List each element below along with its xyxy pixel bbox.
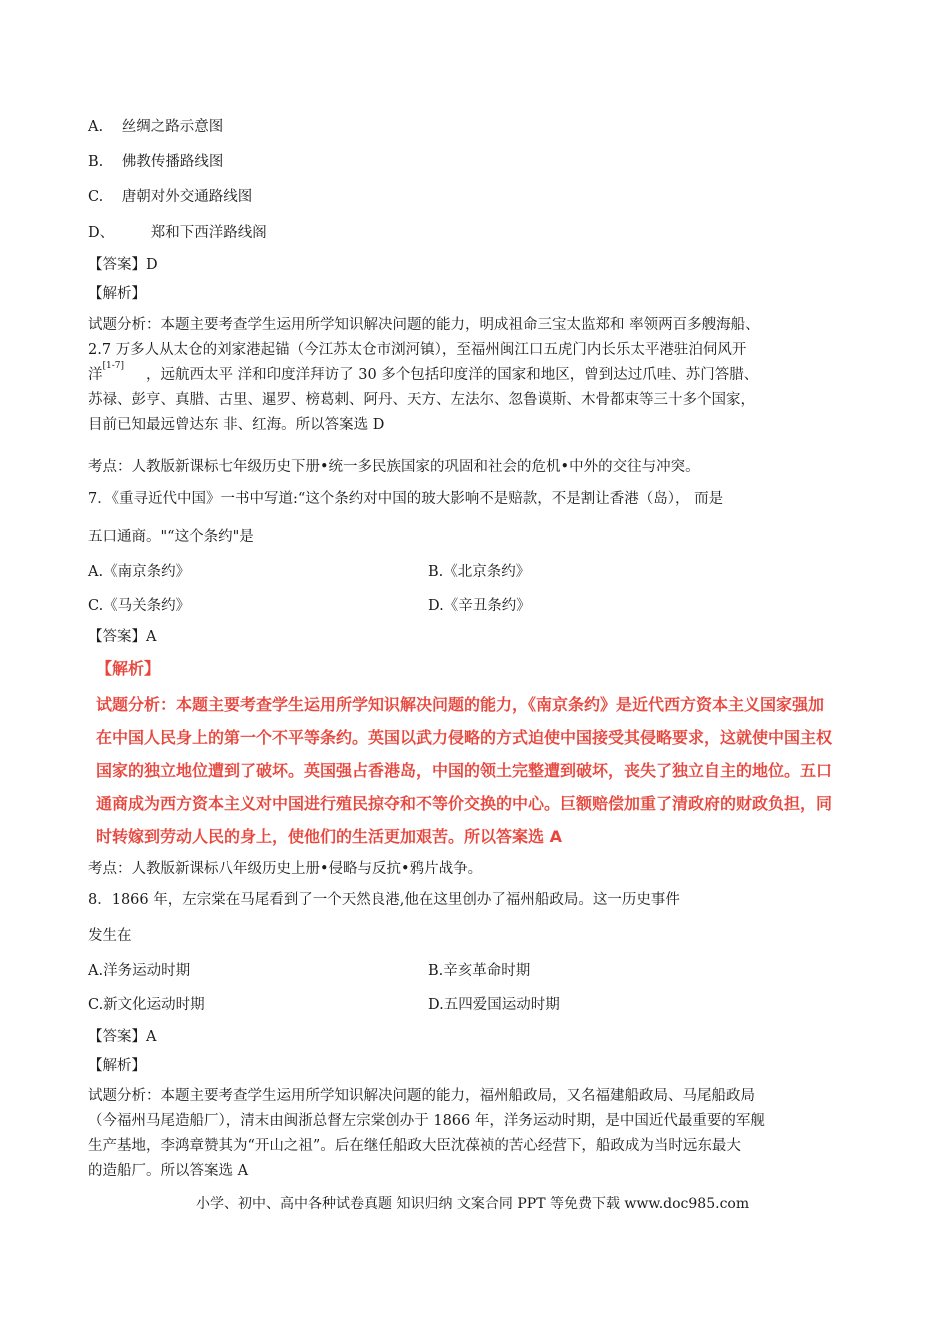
q8-analysis-heading: 【解析】 [88,1058,146,1074]
option-text: 佛教传播路线图 [121,154,224,170]
q7-answer: 【答案】A [88,629,157,645]
q7-kaodian: 考点：人教版新课标八年级历史上册•侵略与反抗•鸦片战争。 [88,861,483,877]
q8-option-b: B.辛亥革命时期 [428,963,531,979]
q8-option-a: A.洋务运动时期 [88,963,191,979]
q7-option-b: B.《北京条约》 [428,564,531,580]
analysis-line: 的造船厂。所以答案选 A [88,1163,249,1179]
analysis-line: 生产基地，李鸿章赞其为“开山之祖”。后在继任船政大臣沈葆祯的苦心经营下，船政成为当时远东最大 [88,1138,741,1154]
q8-option-d: D.五四爱国运动时期 [428,997,560,1013]
q8-option-c: C.新文化运动时期 [88,997,205,1013]
q6-option-a [88,117,223,137]
option-letter: D、 [88,225,115,241]
analysis-line: 试题分析：本题主要考查学生运用所学知识解决问题的能力，福州船政局，又名福建船政局、马尾船政局 [88,1088,755,1104]
q7-analysis [96,688,832,853]
q8-analysis [88,1084,765,1184]
q6-kaodian: 考点：人教版新课标七年级历史下册•统一多民族国家的巩固和社会的危机•中外的交往与冲突。 [88,459,700,475]
q7-stem-line2: 五口通商。"“这个条约"是 [88,529,254,545]
option-letter: A. [88,119,104,135]
analysis-line: 试题分析：本题主要考查学生运用所学知识解决问题的能力，明成祖命三宝太监郑和 率领两百多艘海船、 [88,317,760,333]
q6-analysis-heading: 【解析】 [88,286,146,302]
analysis-line: 通商成为西方资本主义对中国进行殖民掠夺和不等价交换的中心。巨额赔偿加重了清政府的财政负担，同 [96,794,833,813]
q8-stem-line1: 8．1866 年，左宗棠在马尾看到了一个天然良港,他在这里创办了福州船政局。这一历史事件 [88,892,680,908]
q6-analysis [88,313,760,438]
q7-option-d: D.《辛丑条约》 [428,598,531,614]
q6-option-b [88,152,223,172]
option-letter: B. [88,154,104,170]
q6-option-d [88,223,267,243]
q6-answer: 【答案】D [88,257,158,273]
analysis-line: （今福州马尾造船厂），清末由闽浙总督左宗棠创办于 1866 年，洋务运动时期，是中国近代最重要的军舰 [88,1113,765,1129]
q7-analysis-heading: 【解析】 [96,659,161,678]
analysis-line: 洋[1-7]，远航西太平 洋和印度洋拜访了 30 多个包括印度洋的国家和地区，曾到达过爪哇、苏门答腊、 [88,361,759,383]
analysis-line: 2.7 万多人从太仓的刘家港起锚（今江苏太仓市浏河镇），至福州闽江口五虎门内长乐太平港驻泊伺风开 [88,342,747,358]
q7-option-c: C.《马关条约》 [88,598,191,614]
q6-option-c [88,187,252,207]
analysis-line: 时转嫁到劳动人民的身上，使他们的生活更加艰苦。所以答案选 A [96,827,562,846]
q8-answer: 【答案】A [88,1029,157,1045]
option-text: 丝绸之路示意图 [121,119,224,135]
option-letter: C. [88,189,104,205]
analysis-line: 试题分析：本题主要考查学生运用所学知识解决问题的能力，《南京条约》是近代西方资本主义国家强加 [96,695,825,714]
analysis-line: 苏禄、彭亨、真腊、古里、暹罗、榜葛剌、阿丹、天方、左法尔、忽鲁谟斯、木骨都束等三十多个国家， [88,392,755,408]
page-footer: 小学、初中、高中各种试卷真题 知识归纳 文案合同 PPT 等免费下载 www.doc985.com [196,1196,750,1212]
analysis-line: 目前已知最远曾达东 非、红海。所以答案选 D [88,417,385,433]
q8-stem-line2: 发生在 [88,928,132,944]
q7-stem-line1: 7．《重寻近代中国》一书中写道:“这个条约对中国的玻大影响不是赔款，不是割让香港（岛）， 而是 [88,491,724,507]
option-text: 唐朝对外交通路线图 [121,189,253,205]
option-text: 郑和下西洋路线阁 [150,225,267,241]
footnote-mark: [1-7] [102,361,125,371]
analysis-line: 在中国人民身上的第一个不平等条约。英国以武力侵略的方式迫使中国接受其侵略要求，这就使中国主权 [96,728,833,747]
analysis-line: 国家的独立地位遭到了破坏。英国强占香港岛，中国的领土完整遭到破坏，丧失了独立自主的地位。五口 [96,761,833,780]
q7-option-a: A.《南京条约》 [88,564,191,580]
